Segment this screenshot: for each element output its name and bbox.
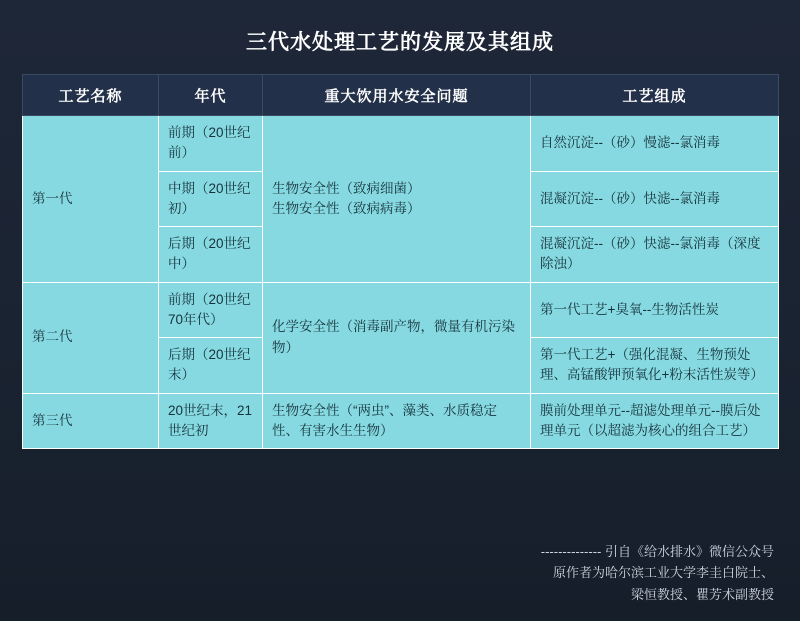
cell-issue-1 [263,116,531,283]
cell-component-3: 膜前处理单元--超滤处理单元--膜后处理单元（以超滤为核心的组合工艺） [531,393,779,449]
issue-line: 生物安全性（致病细菌） [272,180,421,196]
column-header-process-composition: 工艺组成 [531,75,779,116]
cell-component-1-b: 混凝沉淀--（砂）快滤--氯消毒 [531,171,779,227]
table-container [22,74,778,449]
cell-generation-3: 第三代 [23,393,159,449]
cell-component-1-c: 混凝沉淀--（砂）快滤--氯消毒（深度除浊） [531,227,779,283]
table-row [23,116,779,172]
column-header-era: 年代 [159,75,263,116]
cell-issue-2: 化学安全性（消毒副产物，微量有机污染物） [263,282,531,393]
table-row [23,282,779,338]
cell-component-2-a: 第一代工艺+臭氧--生物活性炭 [531,282,779,338]
cell-era-2-late: 后期（20世纪末） [159,338,263,394]
cell-issue-3: 生物安全性（“两虫”、藻类、水质稳定性、有害水生生物） [263,393,531,449]
cell-era-1-early: 前期（20世纪前） [159,116,263,172]
table-body [23,116,779,449]
cell-era-1-mid: 中期（20世纪初） [159,171,263,227]
cell-component-1-a: 自然沉淀--（砂）慢滤--氯消毒 [531,116,779,172]
issue-line: 生物安全性（致病病毒） [272,200,421,216]
column-header-process-name: 工艺名称 [23,75,159,116]
cell-component-2-b: 第一代工艺+（强化混凝、生物预处理、高锰酸钾预氧化+粉末活性炭等） [531,338,779,394]
page-title: 三代水处理工艺的发展及其组成 [246,31,554,54]
cell-era-3: 20世纪末，21世纪初 [159,393,263,449]
cell-era-1-late: 后期（20世纪中） [159,227,263,283]
table-header-row [23,75,779,116]
table-header [23,75,779,116]
process-generations-table [22,74,779,449]
column-header-safety-issue: 重大饮用水安全问题 [263,75,531,116]
source-footnote [541,541,774,605]
footnote-line-3: 梁恒教授、瞿芳术副教授 [630,586,774,602]
cell-generation-1: 第一代 [23,116,159,283]
table-row [23,393,779,449]
cell-era-2-early: 前期（20世纪70年代） [159,282,263,338]
cell-generation-2: 第二代 [23,282,159,393]
footnote-line-2: 原作者为哈尔滨工业大学李圭白院士、 [552,565,774,581]
footnote-line-1: -------------- 引自《给水排水》微信公众号 [540,543,774,559]
